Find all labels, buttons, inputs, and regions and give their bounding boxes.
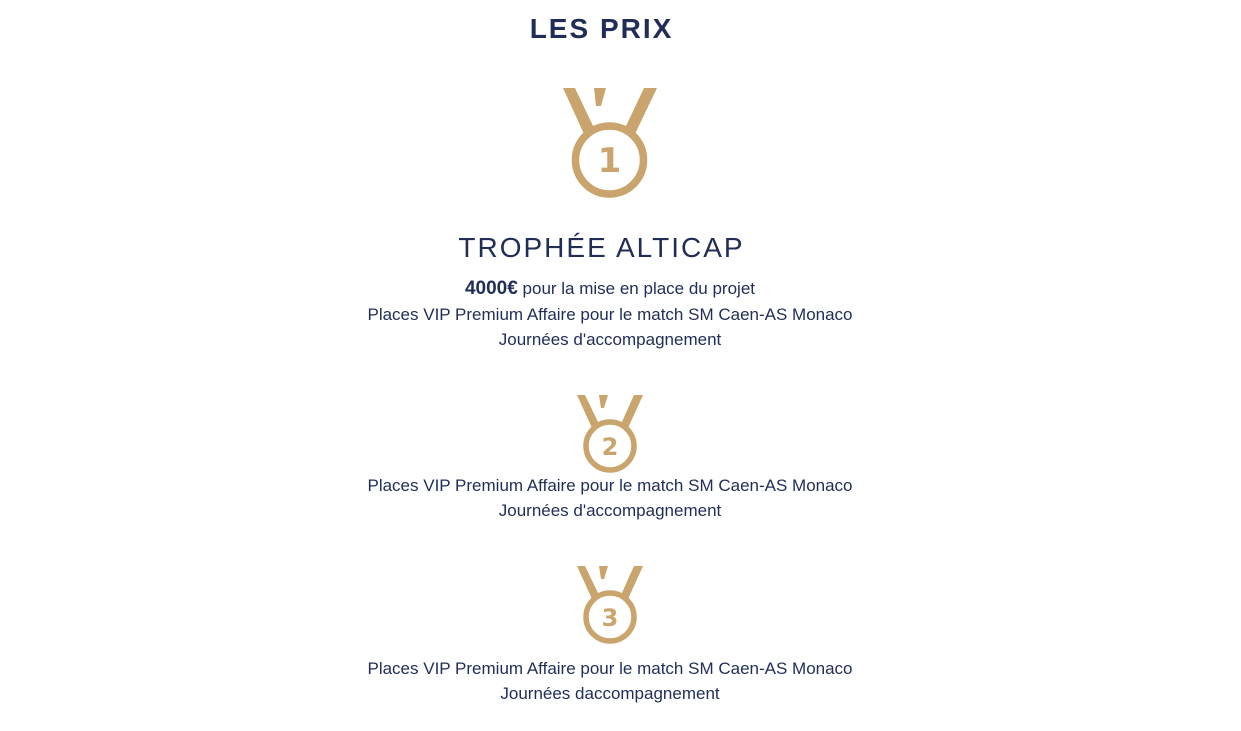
prize-line: Journées d'accompagnement [498, 330, 722, 349]
prize-line: Journées d'accompagnement [498, 501, 722, 520]
prize-amount-description: pour la mise en place du projet [517, 279, 756, 298]
first-place-medal-icon [561, 86, 658, 200]
medal-number: 1 [597, 141, 622, 181]
medal-number: 2 [601, 433, 619, 461]
prize-line: Places VIP Premium Affaire pour le match SM Caen-AS Monaco [367, 305, 853, 324]
prize-line: Places VIP Premium Affaire pour le match SM Caen-AS Monaco [367, 659, 853, 678]
prize-line: Journées daccompagnement [500, 684, 720, 703]
page-title: LES PRIX [529, 13, 674, 44]
prize-name: TROPHÉE ALTICAP [458, 232, 745, 263]
prize-amount: 4000€ [464, 278, 518, 299]
third-place-medal-icon [576, 565, 644, 645]
prize-line: Places VIP Premium Affaire pour le match SM Caen-AS Monaco [367, 476, 853, 495]
second-place-medal-icon [576, 394, 644, 474]
prize-amount-line [0, 276, 1220, 301]
medal-number: 3 [601, 604, 619, 632]
